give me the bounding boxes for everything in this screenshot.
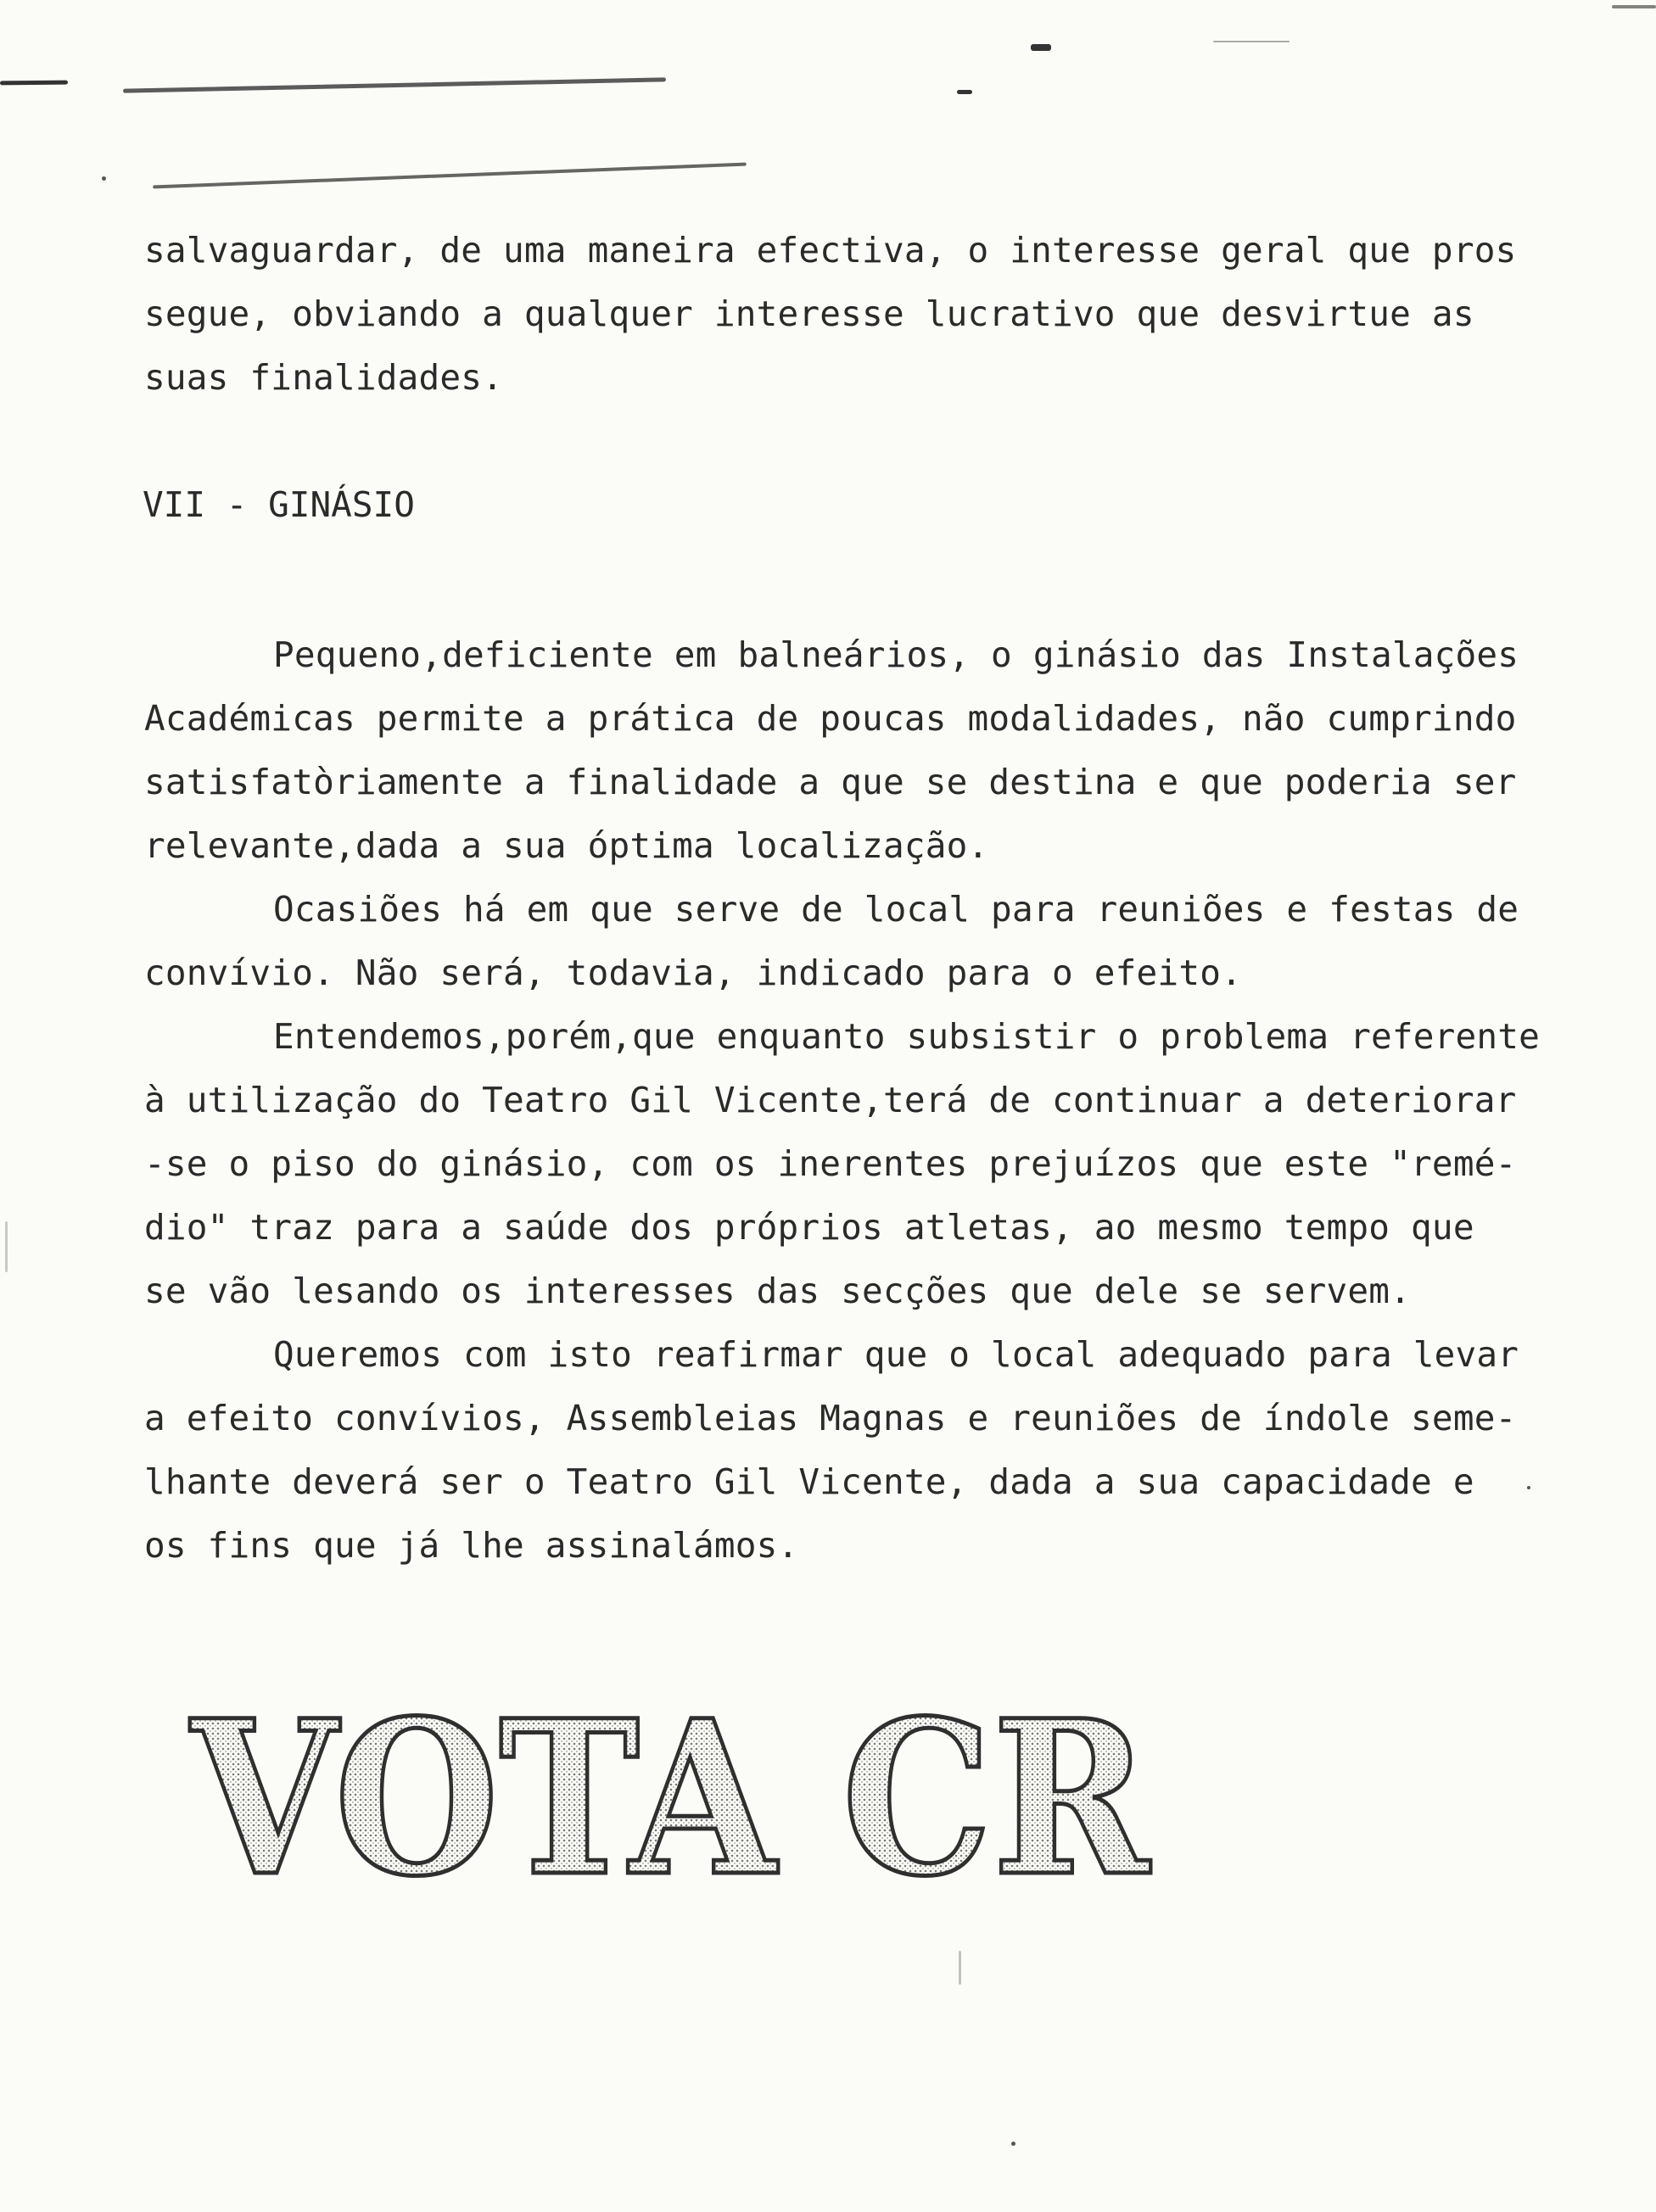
ink-mark bbox=[1213, 41, 1290, 42]
text-line: lhante deverá ser o Teatro Gil Vicente, dada a sua capacidade e bbox=[144, 1461, 1474, 1502]
text-line: relevante,dada a sua óptima localização. bbox=[144, 825, 989, 866]
text-line: salvaguardar, de uma maneira efectiva, o interesse geral que pros bbox=[144, 230, 1517, 271]
logo-text: VOTA CR bbox=[189, 1673, 1151, 1923]
text-line: Ocasiões há em que serve de local para reuniões e festas de bbox=[273, 889, 1519, 930]
section-heading: VII - GINÁSIO bbox=[143, 484, 415, 525]
text-line: Entendemos,porém,que enquanto subsistir o problema referente bbox=[273, 1016, 1541, 1057]
text-line: convívio. Não será, todavia, indicado para o efeito. bbox=[144, 952, 1242, 993]
header-smudge bbox=[0, 81, 68, 86]
text-line: Queremos com isto reafirmar que o local adequado para levar bbox=[273, 1334, 1519, 1375]
text-line: à utilização do Teatro Gil Vicente,terá de continuar a deteriorar bbox=[144, 1080, 1517, 1120]
text-line: os fins que já lhe assinalámos. bbox=[144, 1525, 799, 1566]
section-body bbox=[144, 623, 1541, 1578]
text-line: a efeito convívios, Assembleias Magnas e reuniões de índole seme- bbox=[144, 1398, 1517, 1438]
text-line: se vão lesando os interesses das secções que dele se servem. bbox=[144, 1271, 1412, 1311]
text-line: Académicas permite a prática de poucas modalidades, não cumprindo bbox=[144, 698, 1517, 739]
text-line: dio" traz para a saúde dos próprios atletas, ao mesmo tempo que bbox=[144, 1207, 1474, 1248]
text-line: Pequeno,deficiente em balneários, o ginásio das Instalações bbox=[273, 634, 1519, 675]
text-line: segue, obviando a qualquer interesse lucrativo que desvirtue as bbox=[144, 293, 1474, 334]
ink-speck bbox=[959, 1951, 961, 1985]
text-line: suas finalidades. bbox=[144, 357, 504, 398]
ink-mark bbox=[1031, 44, 1051, 51]
vota-cr-stencil-logo bbox=[189, 1673, 1158, 1923]
text-line: -se o piso do ginásio, com os inerentes prejuízos que este "remé- bbox=[144, 1143, 1517, 1184]
ink-speck bbox=[1011, 2142, 1015, 2146]
paragraph-continuation bbox=[144, 219, 1536, 410]
ink-speck bbox=[102, 176, 106, 181]
ink-mark bbox=[1612, 5, 1656, 8]
header-smudge bbox=[123, 77, 666, 92]
ink-speck bbox=[1527, 1486, 1530, 1489]
ink-speck bbox=[5, 1221, 8, 1272]
header-smudge bbox=[153, 163, 747, 189]
text-line: satisfatòriamente a finalidade a que se destina e que poderia ser bbox=[144, 762, 1517, 802]
ink-mark bbox=[957, 90, 972, 94]
